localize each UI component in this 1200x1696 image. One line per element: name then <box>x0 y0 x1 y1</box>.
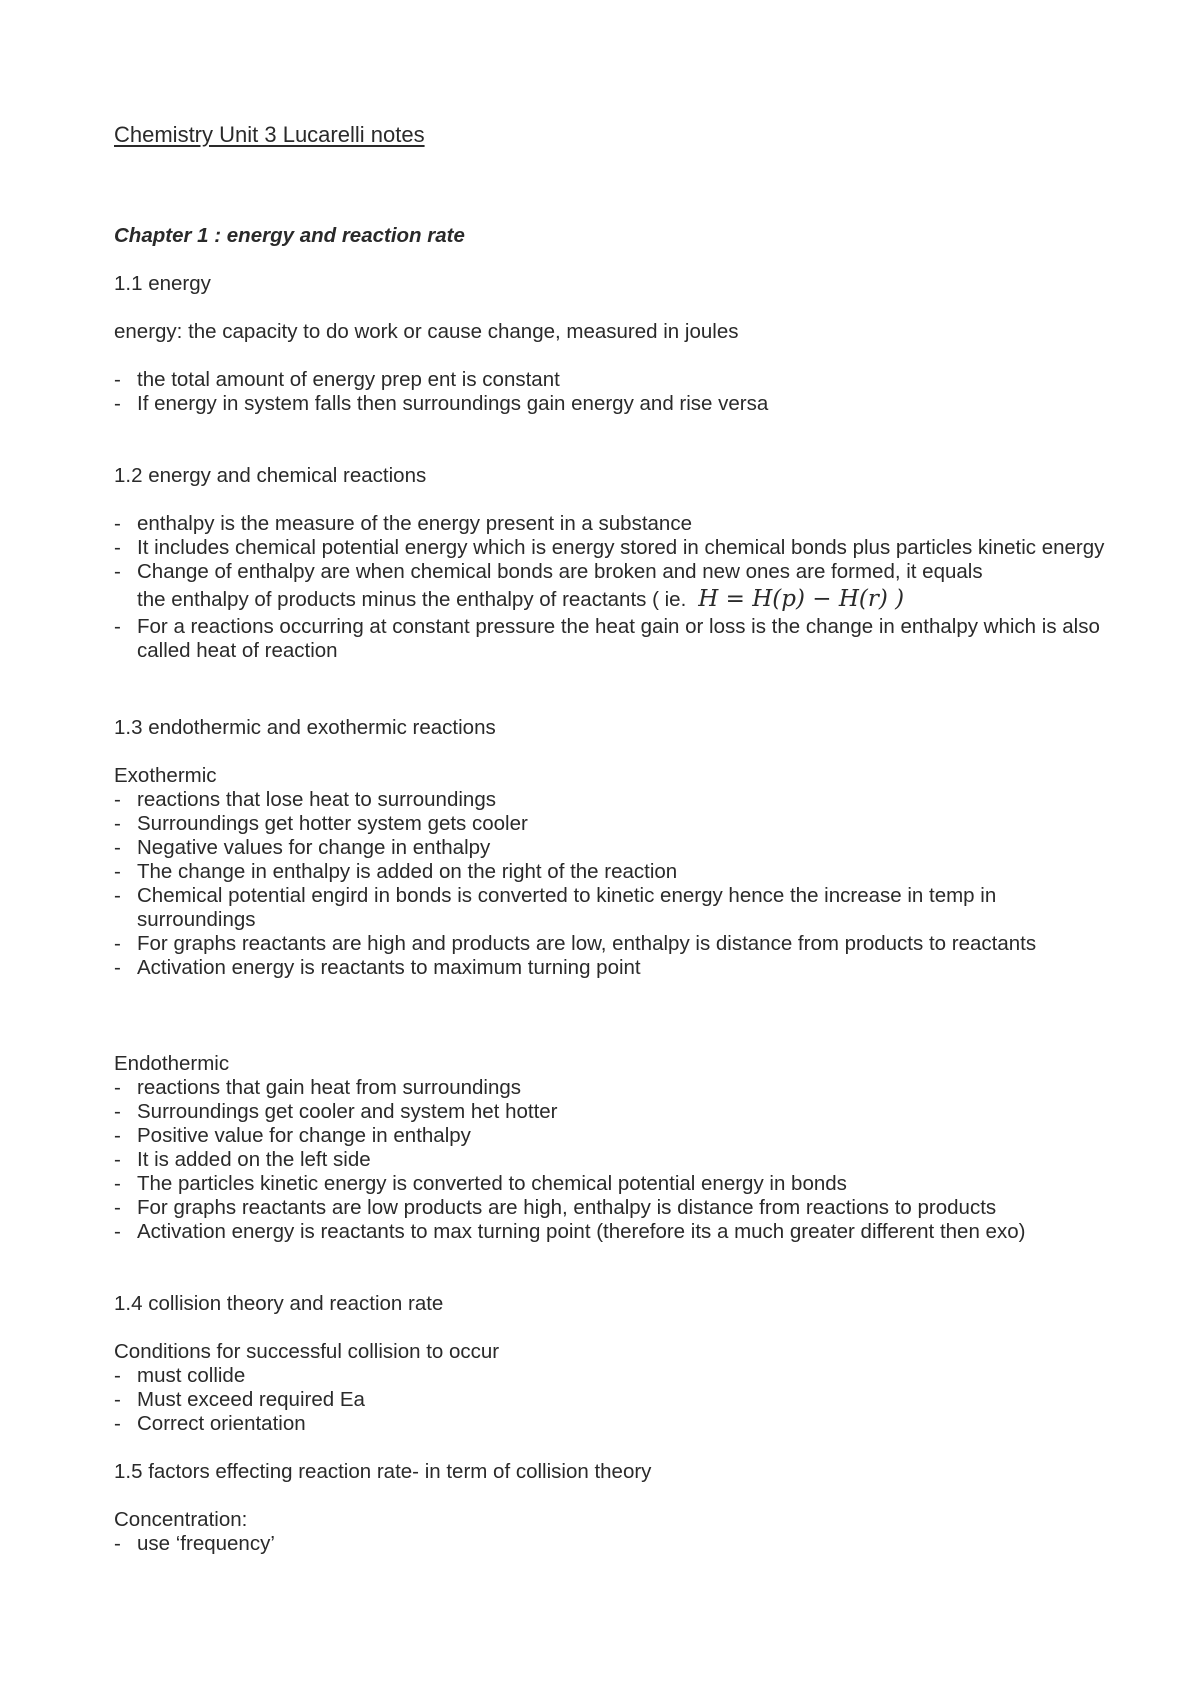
list-item: - Positive value for change in enthalpy <box>114 1124 1114 1148</box>
document-title: Chemistry Unit 3 Lucarelli notes <box>114 122 425 147</box>
section-heading: 1.2 energy and chemical reactions <box>114 464 427 487</box>
list-item <box>114 560 1114 615</box>
list-item: - Surroundings get cooler and system het hotter <box>114 1100 1114 1124</box>
list-item: - Activation energy is reactants to maximum turning point <box>114 956 1114 980</box>
section-heading: 1.1 energy <box>114 272 211 295</box>
list-item: - Negative values for change in enthalpy <box>114 836 1114 860</box>
list-item: - reactions that lose heat to surroundings <box>114 788 1114 812</box>
section-1-1-list <box>114 368 1114 416</box>
list-item-line: - Change of enthalpy are when chemical bonds are broken and new ones are formed, it equals <box>137 560 983 583</box>
section-1-2-list <box>114 512 1114 663</box>
list-item: - Surroundings get hotter system gets cooler <box>114 812 1114 836</box>
list-item: - use ‘frequency’ <box>114 1532 1114 1556</box>
enthalpy-formula: H = H(p) − H(r) ) <box>698 586 905 612</box>
exothermic-label: Exothermic <box>114 764 217 787</box>
list-item: - The particles kinetic energy is converted to chemical potential energy in bonds <box>114 1172 1114 1196</box>
list-item: - For a reactions occurring at constant pressure the heat gain or loss is the change in enthalpy which is also called heat of reaction <box>114 615 1114 663</box>
section-1-3 <box>114 716 1114 740</box>
section-1-2 <box>114 464 1114 488</box>
list-item: - enthalpy is the measure of the energy present in a substance <box>114 512 1114 536</box>
definition-text: energy: the capacity to do work or cause change, measured in joules <box>114 320 739 343</box>
list-item: - For graphs reactants are low products are high, enthalpy is distance from reactions to products <box>114 1196 1114 1220</box>
list-item: - must collide <box>114 1364 1114 1388</box>
list-item: - reactions that gain heat from surroundings <box>114 1076 1114 1100</box>
concentration-label: Concentration: <box>114 1508 248 1531</box>
section-1-1 <box>114 272 1114 296</box>
list-item: - If energy in system falls then surroundings gain energy and rise versa <box>114 392 1114 416</box>
section-heading: 1.4 collision theory and reaction rate <box>114 1292 444 1315</box>
list-item-line <box>137 584 1114 615</box>
endothermic-label: Endothermic <box>114 1052 230 1075</box>
conditions-label: Conditions for successful collision to occur <box>114 1340 500 1363</box>
list-item: - Chemical potential engird in bonds is converted to kinetic energy hence the increase in temp in surroundings <box>114 884 1114 932</box>
endothermic-block <box>114 1052 1114 1244</box>
list-item: - Must exceed required Ea <box>114 1388 1114 1412</box>
section-1-4 <box>114 1292 1114 1316</box>
section-1-5 <box>114 1460 1114 1484</box>
collision-conditions <box>114 1340 1114 1436</box>
concentration-block <box>114 1508 1114 1556</box>
list-item: - The change in enthalpy is added on the right of the reaction <box>114 860 1114 884</box>
chapter-heading: Chapter 1 : energy and reaction rate <box>114 224 465 247</box>
list-item-text: the enthalpy of products minus the enthalpy of reactants ( ie. <box>137 588 687 611</box>
list-item: - It includes chemical potential energy which is energy stored in chemical bonds plus particles kinetic energy <box>114 536 1114 560</box>
section-heading: 1.5 factors effecting reaction rate- in term of collision theory <box>114 1460 652 1483</box>
list-item: - Activation energy is reactants to max turning point (therefore its a much greater different then exo) <box>114 1220 1114 1244</box>
list-item: - For graphs reactants are high and products are low, enthalpy is distance from products to reactants <box>114 932 1114 956</box>
list-item: - the total amount of energy prep ent is constant <box>114 368 1114 392</box>
exothermic-block <box>114 764 1114 980</box>
section-1-1-body <box>114 320 1114 344</box>
section-heading: 1.3 endothermic and exothermic reactions <box>114 716 496 739</box>
list-item: - Correct orientation <box>114 1412 1114 1436</box>
list-item: - It is added on the left side <box>114 1148 1114 1172</box>
